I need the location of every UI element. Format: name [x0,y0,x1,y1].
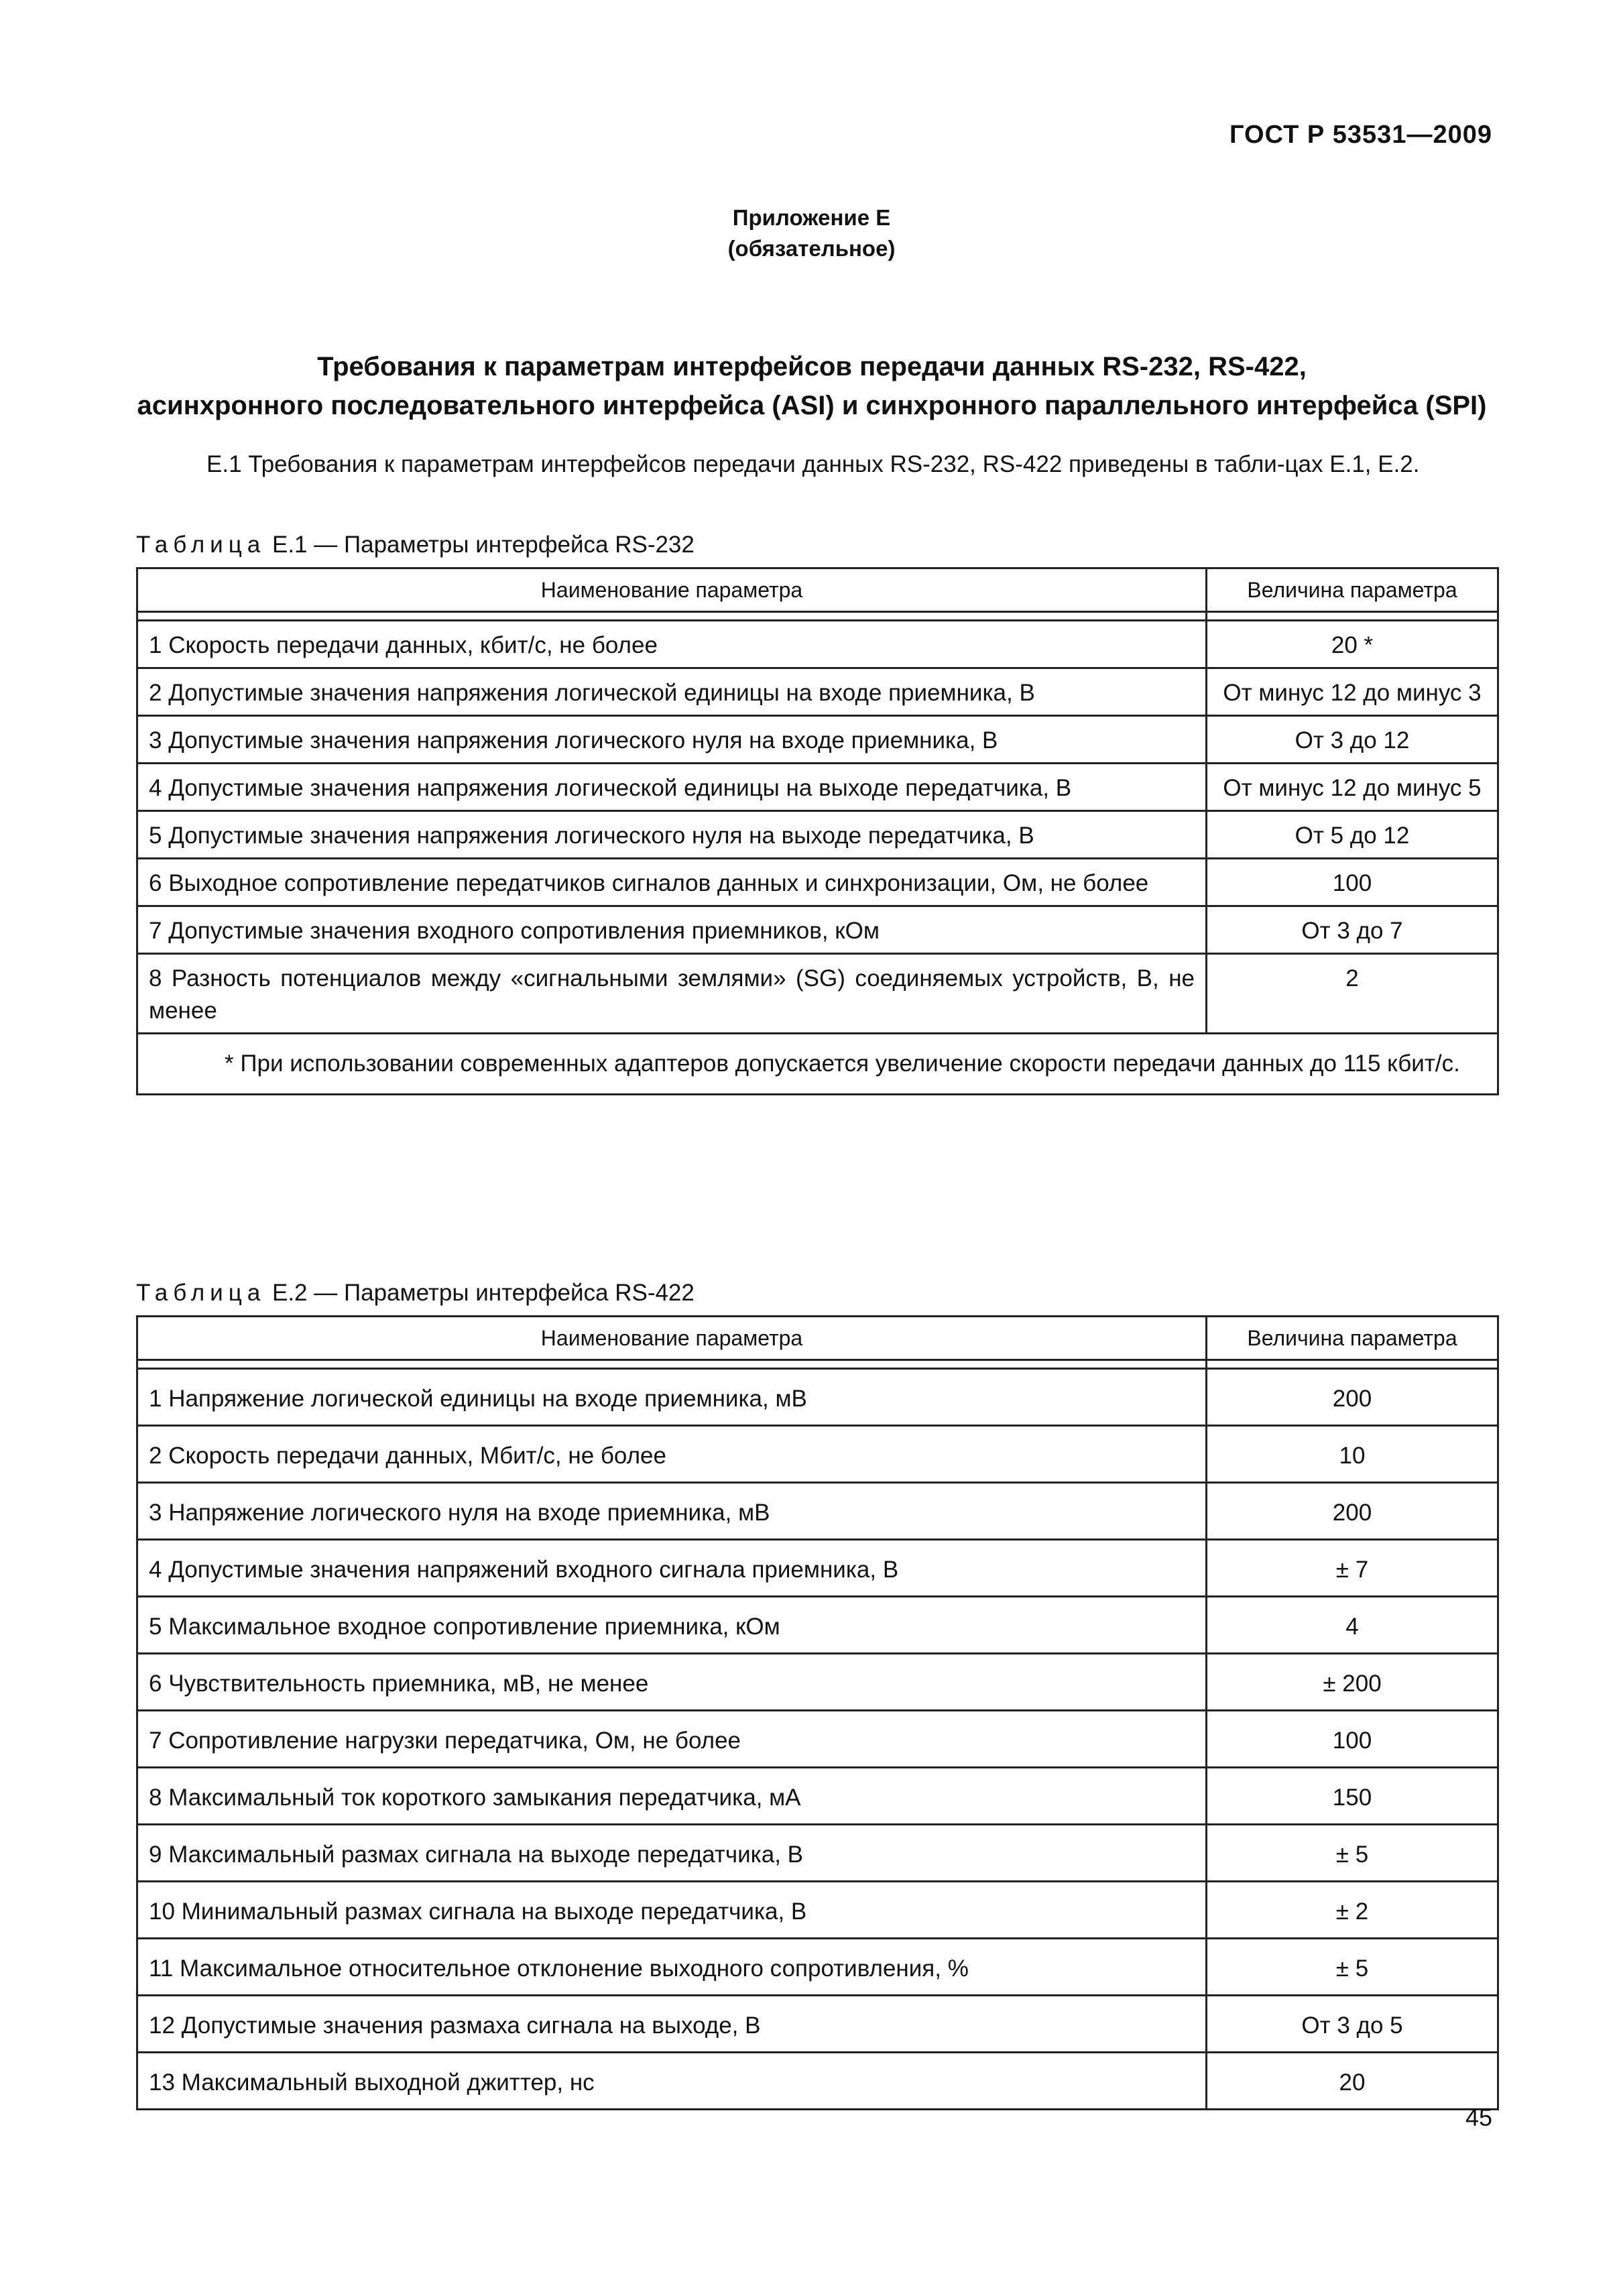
parameter-value: От 5 до 12 [1207,811,1498,859]
parameter-name: 8 Разность потенциалов между «сигнальными землями» (SG) соединяемых устройств, В, не менее [137,954,1207,1034]
table-row [137,1426,1498,1483]
parameter-name: 1 Напряжение логической единицы на входе приемника, мВ [137,1369,1207,1426]
parameter-name: 7 Сопротивление нагрузки передатчика, Ом, не более [137,1711,1207,1768]
table2-caption-prefix: Таблица [136,1280,266,1306]
table-rs232 [136,567,1499,1095]
parameter-value: ± 7 [1207,1540,1498,1597]
parameter-name: 2 Скорость передачи данных, Мбит/с, не более [137,1426,1207,1483]
header-parameter-name: Наименование параметра [137,1317,1207,1360]
parameter-value: От минус 12 до минус 5 [1207,764,1498,811]
table-row [137,1996,1498,2053]
table-row [137,2053,1498,2110]
parameter-name: 9 Максимальный размах сигнала на выходе передатчика, В [137,1825,1207,1882]
table-row [137,1768,1498,1825]
table-header-spacer [137,1360,1498,1369]
appendix-title: Приложение Е [732,205,891,230]
parameter-name: 8 Максимальный ток короткого замыкания передатчика, мА [137,1768,1207,1825]
parameter-value: 2 [1207,954,1498,1034]
table-row [137,668,1498,716]
parameter-value: 200 [1207,1369,1498,1426]
table2-caption [136,1278,695,1309]
parameter-name: 6 Чувствительность приемника, мВ, не менее [137,1654,1207,1711]
intro-text: Е.1 Требования к параметрам интерфейсов передачи данных RS-232, RS-422 приведены в табли-цах Е.1, Е.2. [206,451,1420,477]
header-parameter-value: Величина параметра [1207,1317,1498,1360]
table-row [137,1597,1498,1654]
parameter-name: 12 Допустимые значения размаха сигнала на выходе, В [137,1996,1207,2053]
table-row [137,811,1498,859]
header-parameter-name: Наименование параметра [137,568,1207,612]
table-footnote: * При использовании современных адаптеров допускается увеличение скорости передачи данных до 115 кбит/с. [225,1050,1460,1077]
parameter-value: ± 5 [1207,1939,1498,1996]
table-note-row [137,1034,1498,1095]
section-title-line-1: Требования к параметрам интерфейсов передачи данных RS-232, RS-422, [317,352,1307,381]
table-row [137,906,1498,954]
table-row [137,1369,1498,1426]
table-row [137,1825,1498,1882]
table1-caption [136,530,695,560]
parameter-value: От 3 до 5 [1207,1996,1498,2053]
table-header-spacer [137,612,1498,621]
parameter-value: 4 [1207,1597,1498,1654]
header-parameter-value: Величина параметра [1207,568,1498,612]
table2-caption-text: Е.2 — Параметры интерфейса RS-422 [272,1280,695,1306]
table-row [137,1711,1498,1768]
table-row [137,764,1498,811]
parameter-value: От минус 12 до минус 3 [1207,668,1498,716]
parameter-name: 5 Допустимые значения напряжения логического нуля на выходе передатчика, В [137,811,1207,859]
table-rs422 [136,1315,1499,2110]
table-row [137,1882,1498,1939]
parameter-name: 13 Максимальный выходной джиттер, нс [137,2053,1207,2110]
section-title-line-2: асинхронного последовательного интерфейса (ASI) и синхронного параллельного интерфейса (SPI) [137,391,1487,420]
parameter-value: ± 5 [1207,1825,1498,1882]
parameter-name: 4 Допустимые значения напряжений входного сигнала приемника, В [137,1540,1207,1597]
table-row [137,621,1498,668]
parameter-name: 3 Напряжение логического нуля на входе приемника, мВ [137,1483,1207,1540]
parameter-value: От 3 до 7 [1207,906,1498,954]
parameter-value: 20 [1207,2053,1498,2110]
parameter-name: 11 Максимальное относительное отклонение выходного сопротивления, % [137,1939,1207,1996]
parameter-value: ± 200 [1207,1654,1498,1711]
parameter-value: 100 [1207,1711,1498,1768]
parameter-name: 6 Выходное сопротивление передатчиков сигналов данных и синхронизации, Ом, не более [137,859,1207,906]
parameter-name: 4 Допустимые значения напряжения логической единицы на выходе передатчика, В [137,764,1207,811]
parameter-value: 20 * [1207,621,1498,668]
parameter-name: 5 Максимальное входное сопротивление приемника, кОм [137,1597,1207,1654]
section-title [131,347,1493,425]
parameter-value: ± 2 [1207,1882,1498,1939]
table-row [137,859,1498,906]
intro-paragraph [136,448,1493,481]
parameter-value: От 3 до 12 [1207,716,1498,764]
table1-caption-text: Е.1 — Параметры интерфейса RS-232 [272,532,695,558]
table-row [137,1483,1498,1540]
table-header-row [137,568,1498,612]
parameter-name: 7 Допустимые значения входного сопротивления приемников, кОм [137,906,1207,954]
parameter-name: 2 Допустимые значения напряжения логической единицы на входе приемника, В [137,668,1207,716]
table-row [137,716,1498,764]
document-number: ГОСТ Р 53531—2009 [1229,121,1492,149]
parameter-value: 10 [1207,1426,1498,1483]
appendix-heading [0,202,1623,264]
table1-caption-prefix: Таблица [136,532,266,558]
table-row [137,954,1498,1034]
parameter-value: 100 [1207,859,1498,906]
table-row [137,1654,1498,1711]
parameter-value: 150 [1207,1768,1498,1825]
parameter-name: 1 Скорость передачи данных, кбит/с, не более [137,621,1207,668]
appendix-status: (обязательное) [727,236,896,261]
parameter-name: 3 Допустимые значения напряжения логического нуля на входе приемника, В [137,716,1207,764]
page-number: 45 [1465,2104,1492,2131]
parameter-name: 10 Минимальный размах сигнала на выходе передатчика, В [137,1882,1207,1939]
table-row [137,1540,1498,1597]
table-row [137,1939,1498,1996]
parameter-value: 200 [1207,1483,1498,1540]
table-header-row [137,1317,1498,1360]
